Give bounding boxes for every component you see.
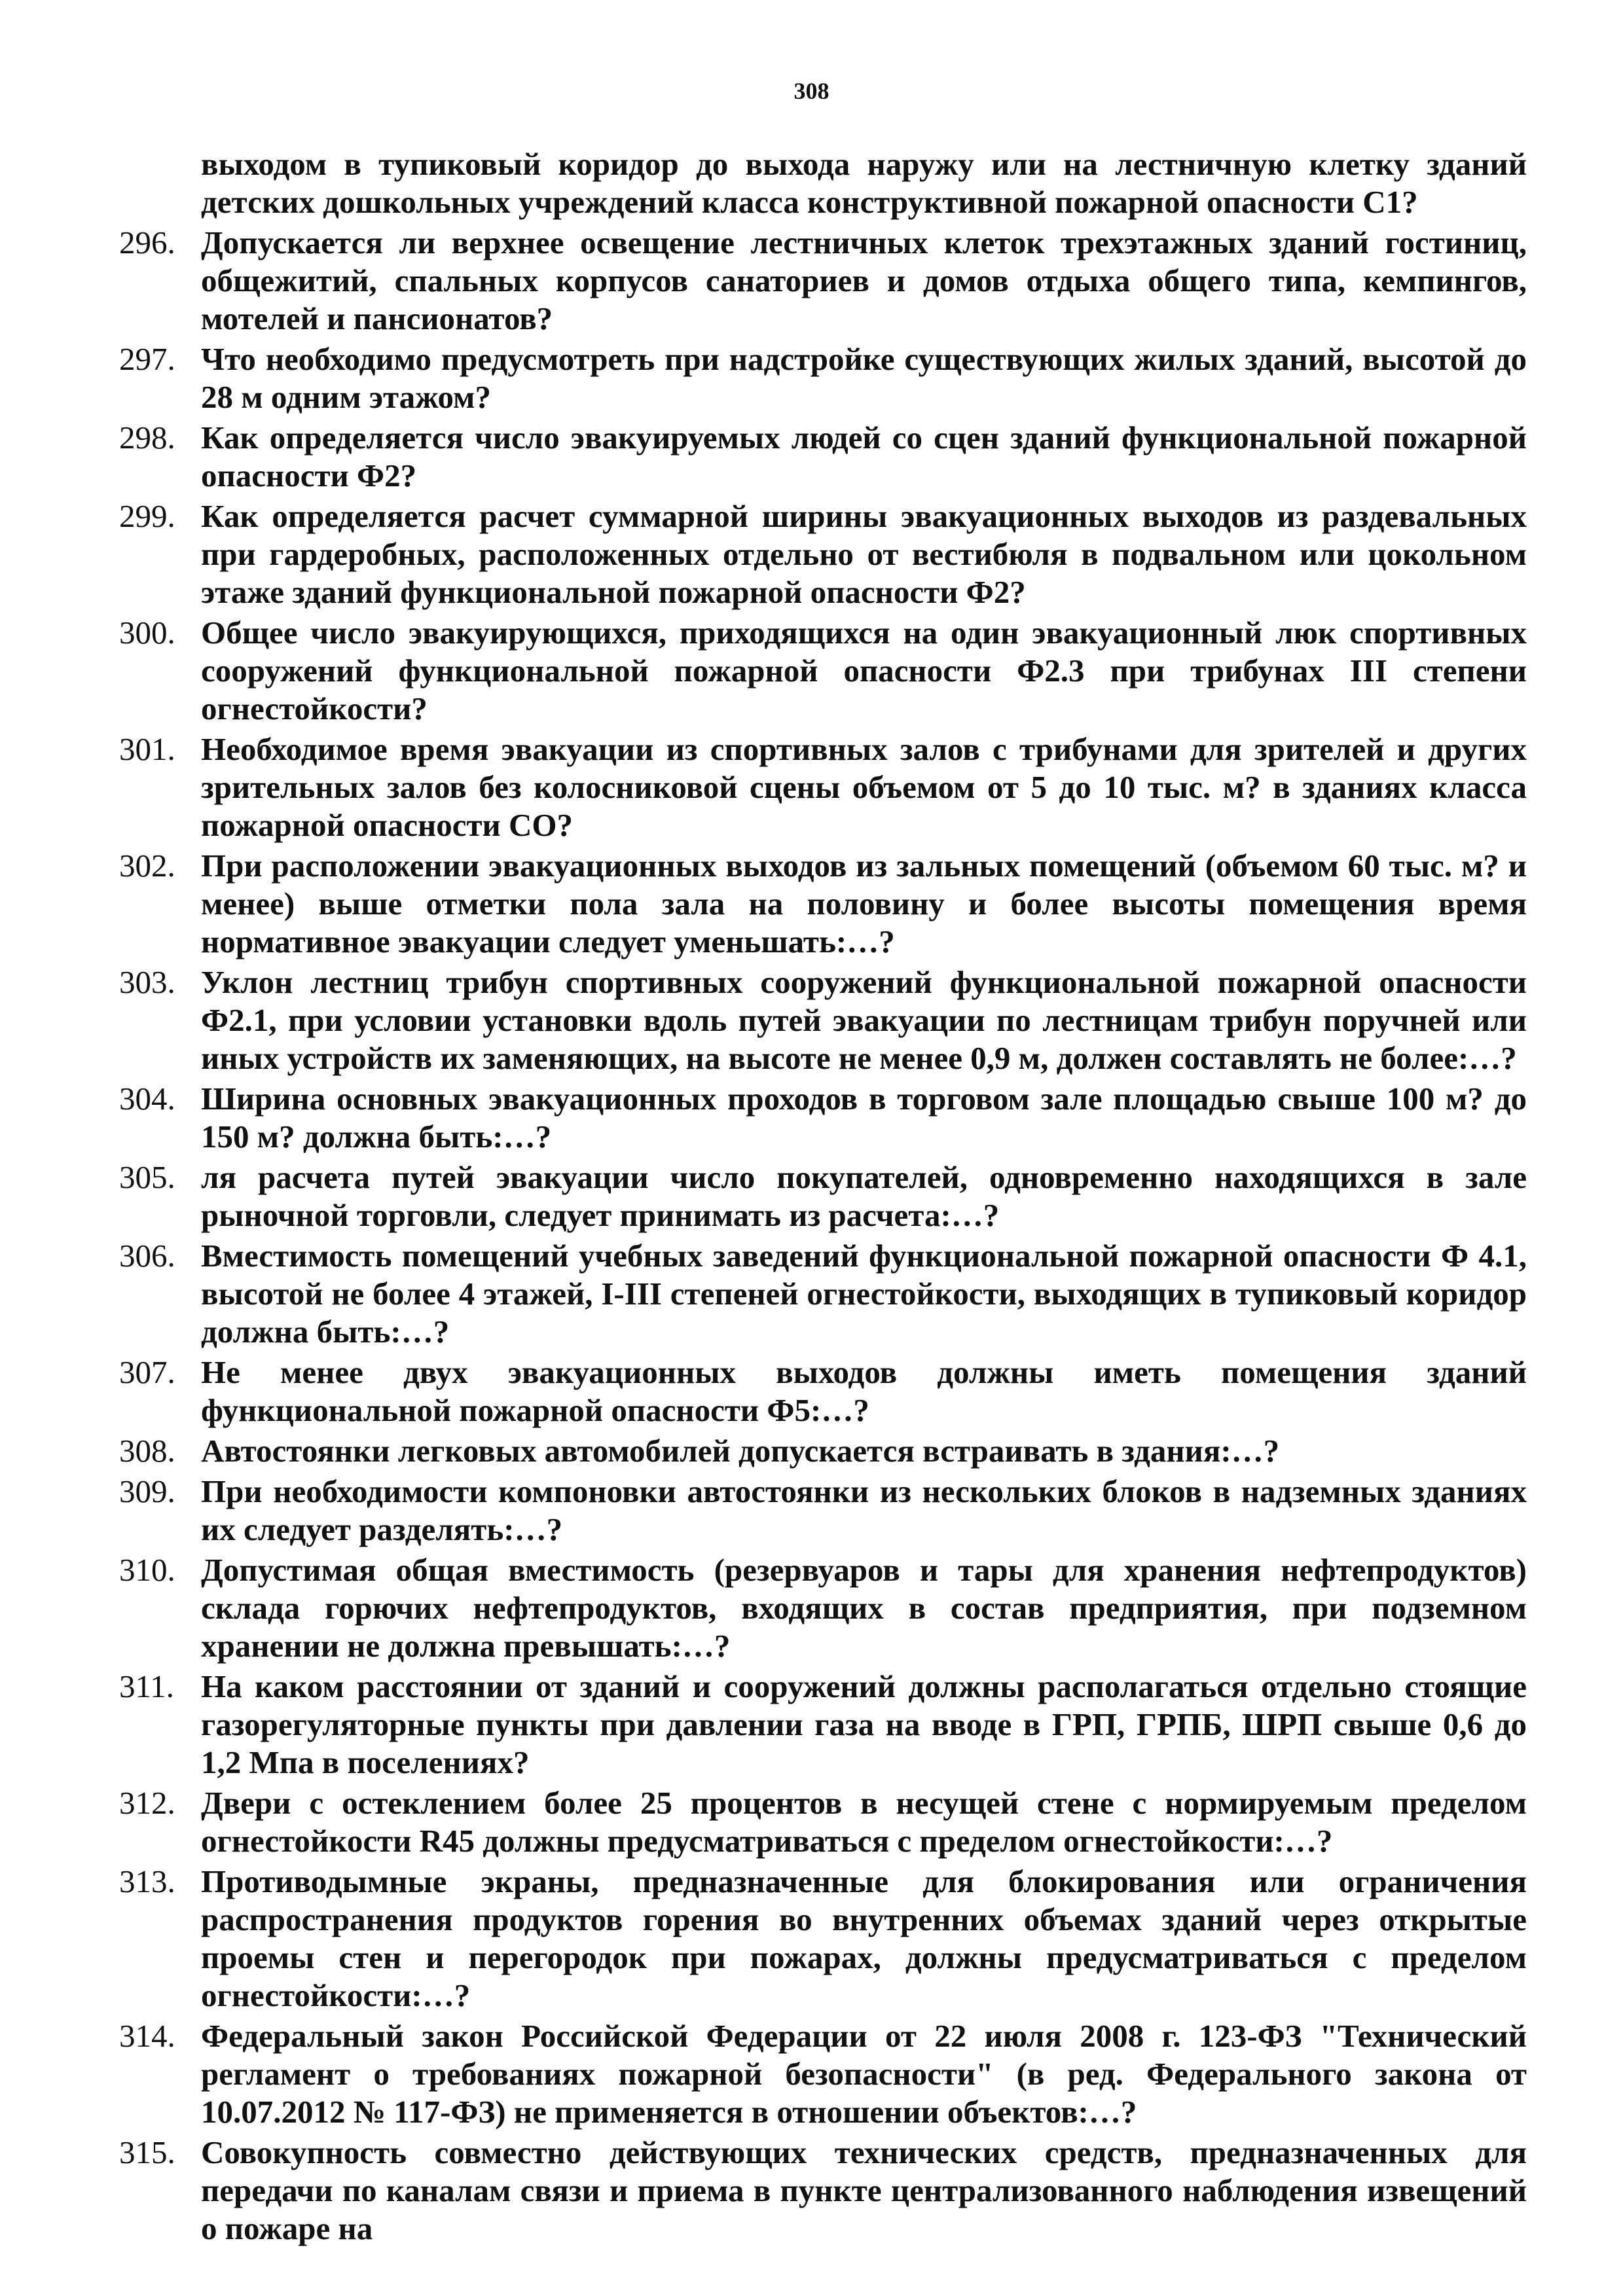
- item-number: 312.: [119, 1785, 175, 1821]
- list-item: [119, 1784, 1527, 1860]
- item-number: 305.: [119, 1159, 175, 1195]
- item-text: Не менее двух эвакуационных выходов должны иметь помещения зданий функциональной пожарной опасности Ф5:…?: [201, 1354, 1527, 1428]
- list-item: [119, 1237, 1527, 1351]
- list-item: [119, 1863, 1527, 2015]
- list-item: [119, 614, 1527, 728]
- list-item: [119, 1432, 1527, 1470]
- item-number: 301.: [119, 731, 175, 767]
- item-number: 314.: [119, 2018, 175, 2054]
- list-item: [119, 1080, 1527, 1156]
- item-text: Как определяется расчет суммарной ширины эвакуационных выходов из раздевальных при гардеробных, расположенных отдельно от вестибюля в подвальном или цокольном этаже зданий функциональной пожарной опасности Ф2?: [201, 498, 1527, 610]
- item-number: 307.: [119, 1354, 175, 1390]
- list-item: [119, 847, 1527, 961]
- item-number: 308.: [119, 1433, 175, 1469]
- item-text: Автостоянки легковых автомобилей допускается встраивать в здания:…?: [201, 1433, 1280, 1469]
- page-number: 308: [793, 78, 830, 104]
- item-text: Вместимость помещений учебных заведений функциональной пожарной опасности Ф 4.1, высотой не более 4 этажей, I-III степеней огнестойкости, выходящих в тупиковый коридор должна быть:…?: [201, 1238, 1527, 1350]
- list-item: [119, 963, 1527, 1077]
- item-text: Уклон лестниц трибун спортивных сооружений функциональной пожарной опасности Ф2.1, при условии установки вдоль путей эвакуации по лестницам трибун поручней или иных устройств их заменяющих, на высоте не менее 0,9 м, должен составлять не более:…?: [201, 964, 1527, 1076]
- list-item: [119, 2017, 1527, 2131]
- list-item: [119, 419, 1527, 495]
- item-text: Допускается ли верхнее освещение лестничных клеток трехэтажных зданий гостиниц, общежитий, спальных корпусов санаториев и домов отдыха общего типа, кемпингов, мотелей и пансионатов?: [201, 224, 1527, 336]
- item-number: 313.: [119, 1863, 175, 1899]
- item-number: 310.: [119, 1552, 175, 1588]
- item-number: 296.: [119, 224, 175, 260]
- item-text: Ширина основных эвакуационных проходов в торговом зале площадью свыше 100 м? до 150 м? должна быть:…?: [201, 1081, 1527, 1155]
- item-number: 299.: [119, 498, 175, 534]
- item-text: Общее число эвакуирующихся, приходящихся на один эвакуационный люк спортивных сооружений функциональной пожарной опасности Ф2.3 при трибунах III степени огнестойкости?: [201, 615, 1527, 726]
- item-number: 303.: [119, 964, 175, 1000]
- item-text: Двери с остеклением более 25 процентов в несущей стене с нормируемым пределом огнестойкости R45 должны предусматриваться с пределом огнестойкости:…?: [201, 1785, 1527, 1859]
- item-text: Необходимое время эвакуации из спортивных залов с трибунами для зрителей и других зрительных залов без колосниковой сцены объемом от 5 до 10 тыс. м? в зданиях класса пожарной опасности СО?: [201, 731, 1527, 843]
- item-text: Федеральный закон Российской Федерации от 22 июля 2008 г. 123-ФЗ "Технический регламент о требованиях пожарной безопасности" (в ред. Федерального закона от 10.07.2012 № 117-ФЗ) не применяется в отношении объектов:…?: [201, 2018, 1527, 2130]
- item-number: 300.: [119, 615, 175, 651]
- continuation-text: выходом в тупиковый коридор до выхода наружу или на лестничную клетку зданий детских дошкольных учреждений класса конструктивной пожарной опасности С1?: [201, 146, 1527, 220]
- item-text: Противодымные экраны, предназначенные для блокирования или ограничения распространения продуктов горения во внутренних объемах зданий через открытые проемы стен и перегородок при пожарах, должны предусматриваться с пределом огнестойкости:…?: [201, 1863, 1527, 2013]
- item-text: Что необходимо предусмотреть при надстройке существующих жилых зданий, высотой до 28 м одним этажом?: [201, 341, 1527, 415]
- item-text: ля расчета путей эвакуации число покупателей, одновременно находящихся в зале рыночной торговли, следует принимать из расчета:…?: [201, 1159, 1527, 1233]
- list-item: [119, 730, 1527, 844]
- item-text: При расположении эвакуационных выходов из зальных помещений (объемом 60 тыс. м? и менее) выше отметки пола зала на половину и более высоты помещения время нормативное эвакуации следует уменьшать:…?: [201, 848, 1527, 960]
- list-item: [119, 1551, 1527, 1665]
- list-item: [119, 224, 1527, 338]
- list-item: [119, 2134, 1527, 2248]
- item-text: Совокупность совместно действующих технических средств, предназначенных для передачи по каналам связи и приема в пункте централизованного наблюдения извещений о пожаре на: [201, 2134, 1527, 2246]
- list-item: [119, 1668, 1527, 1782]
- item-text: Как определяется число эвакуируемых людей со сцен зданий функциональной пожарной опасности Ф2?: [201, 420, 1527, 493]
- list-item: [119, 497, 1527, 611]
- list-item: [119, 340, 1527, 416]
- item-text: На каком расстоянии от зданий и сооружений должны располагаться отдельно стоящие газорегуляторные пункты при давлении газа на вводе в ГРП, ГРПБ, ШРП свыше 0,6 до 1,2 Мпа в поселениях?: [201, 1668, 1527, 1780]
- list-item: [119, 1354, 1527, 1429]
- list-item: [119, 1473, 1527, 1549]
- item-number: 298.: [119, 420, 175, 456]
- item-number: 297.: [119, 341, 175, 377]
- item-number: 302.: [119, 848, 175, 884]
- list-item: [119, 1158, 1527, 1234]
- item-number: 304.: [119, 1081, 175, 1117]
- question-list: [119, 145, 1527, 2250]
- item-number: 311.: [119, 1668, 174, 1704]
- item-text: Допустимая общая вместимость (резервуаров и тары для хранения нефтепродуктов) склада горючих нефтепродуктов, входящих в состав предприятия, при подземном хранении не должна превышать:…?: [201, 1552, 1527, 1664]
- item-number: 315.: [119, 2134, 175, 2170]
- item-number: 309.: [119, 1473, 175, 1509]
- item-number: 306.: [119, 1238, 175, 1274]
- item-text: При необходимости компоновки автостоянки из нескольких блоков в надземных зданиях их следует разделять:…?: [201, 1473, 1527, 1547]
